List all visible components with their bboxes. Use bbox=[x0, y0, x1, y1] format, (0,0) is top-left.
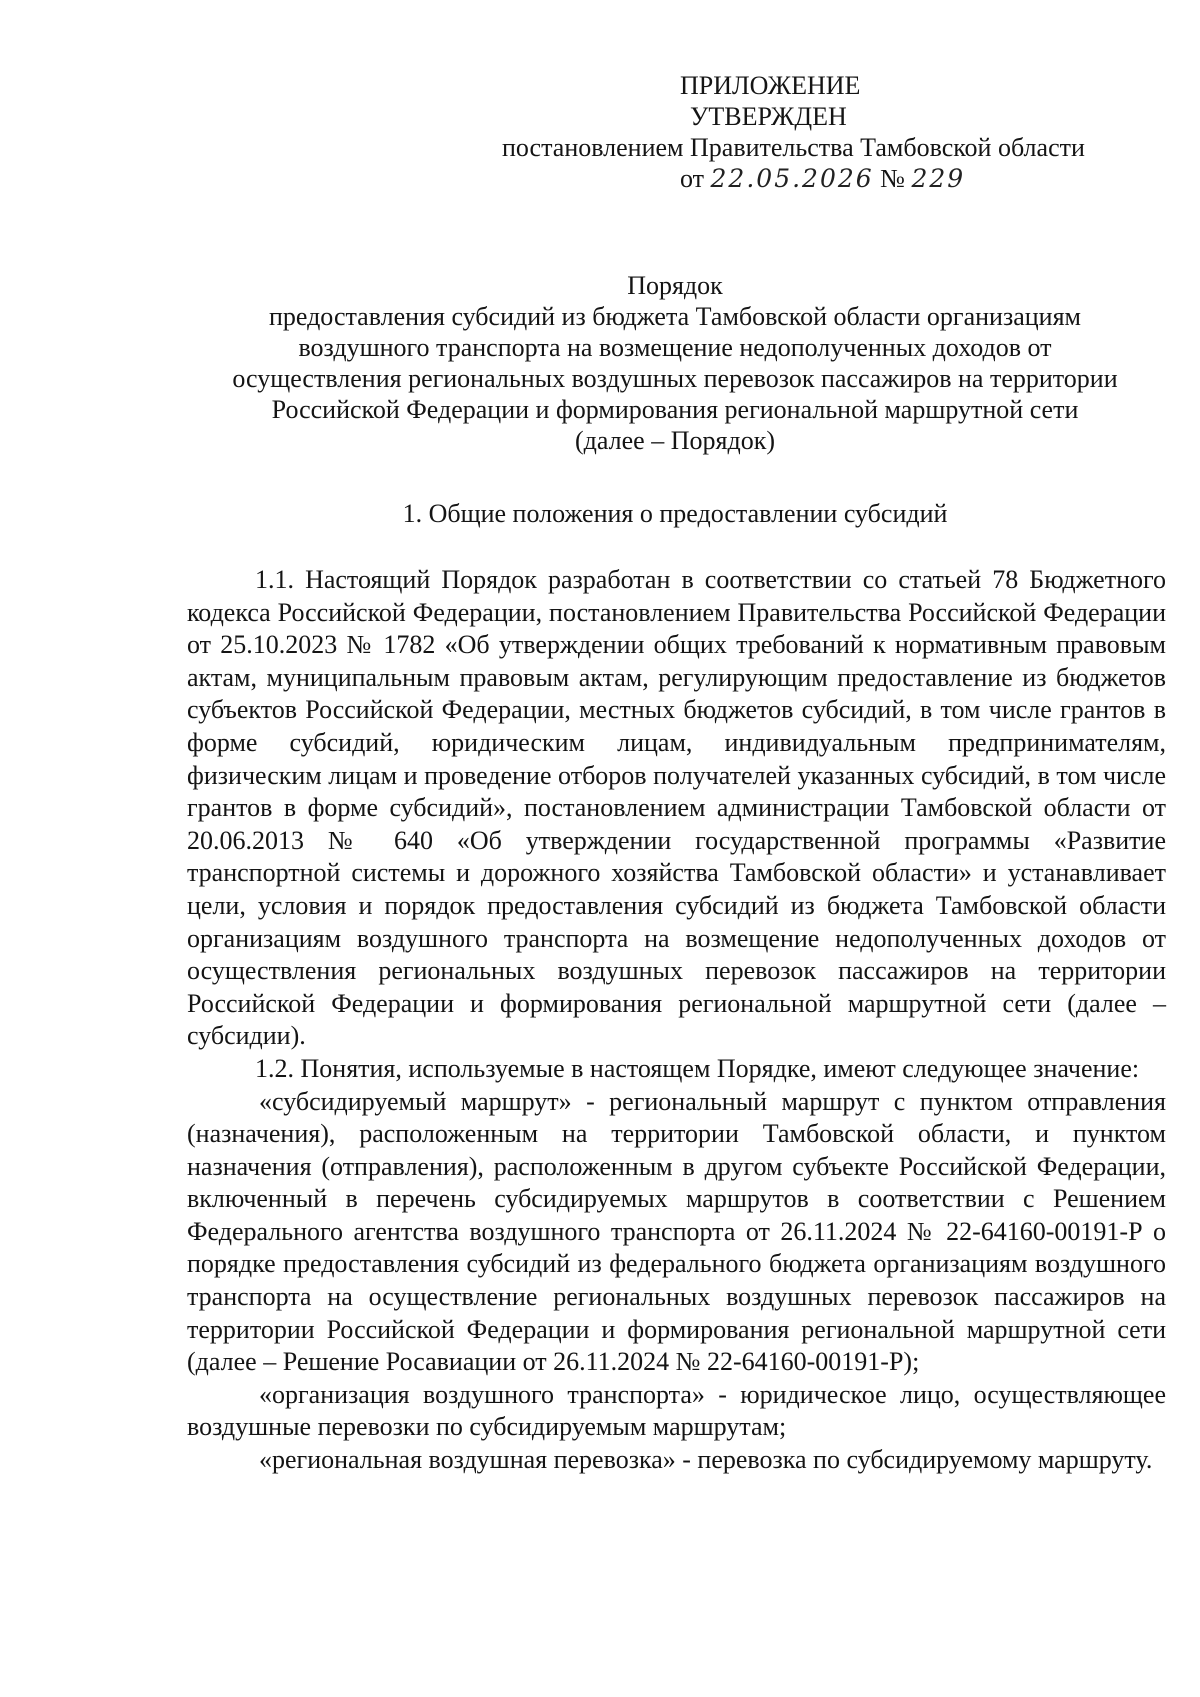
section-body bbox=[187, 564, 1166, 1477]
definition-regional-air-transportation: «региональная воздушная перевозка» - перевозка по субсидируемому маршруту. bbox=[259, 1445, 1153, 1475]
title-line: осуществления региональных воздушных перевозок пассажиров на территории bbox=[232, 364, 1118, 393]
document-title bbox=[150, 270, 1200, 456]
approved-label: УТВЕРЖДЕН bbox=[690, 102, 847, 131]
number-sign: № bbox=[880, 164, 905, 193]
definition-subsidized-route: «субсидируемый маршрут» - региональный маршрут с пунктом отправления (назначения), расположенным на территории Тамбовской области, и пунктом назначения (отправления), расположенным в другом субъекте Российской Федерации, включенный в перечень субсидируемых маршрутов в соответствии с Решением Федерального агентства воздушного транспорта от 26.11.2024 № 22-64160-00191-Р о порядке предоставления субсидий из федерального бюджета организациям воздушного транспорта на осуществление региональных воздушных перевозок пассажиров на территории Российской Федерации и формирования региональной маршрутной сети (далее – Решение Росавиации от 26.11.2024 № 22-64160-00191-Р); bbox=[187, 1086, 1166, 1377]
paragraph-1-1: 1.1. Настоящий Порядок разработан в соответствии со статьей 78 Бюджетного кодекса Российской Федерации, постановлением Правительства Российской Федерации от 25.10.2023 № 1782 «Об утверждении общих требований к нормативным правовым актам, муниципальным правовым актам, регулирующим предоставление из бюджетов субъектов Российской Федерации, местных бюджетов субсидий, в том числе грантов в форме субсидий, юридическим лицам, индивидуальным предпринимателям, физическим лицам и проведение отборов получателей указанных субсидий, в том числе грантов в форме субсидий», постановлением администрации Тамбовской области от 20.06.2013 № 640 «Об утверждении государственной программы «Развитие транспортной системы и дорожного хозяйства Тамбовской области» и устанавливает цели, условия и порядок предоставления субсидий из бюджета Тамбовской области организациям воздушного транспорта на возмещение недополученных доходов от осуществления региональных воздушных перевозок пассажиров на территории Российской Федерации и формирования региональной маршрутной сети (далее – субсидии). bbox=[187, 565, 1166, 1051]
handwritten-date: 22.05.2026 bbox=[710, 164, 874, 193]
title-heading: Порядок bbox=[627, 271, 723, 300]
title-line: воздушного транспорта на возмещение недополученных доходов от bbox=[298, 333, 1052, 362]
appendix-label: ПРИЛОЖЕНИЕ bbox=[680, 71, 861, 100]
title-line: предоставления субсидий из бюджета Тамбовской области организациям bbox=[268, 302, 1082, 331]
handwritten-number: 229 bbox=[911, 164, 966, 193]
paragraph-1-2: 1.2. Понятия, используемые в настоящем Порядке, имеют следующее значение: bbox=[255, 1053, 1140, 1083]
resolution-date-line bbox=[470, 163, 1110, 194]
definition-air-transport-organization: «организация воздушного транспорта» - юридическое лицо, осуществляющее воздушные перевозки по субсидируемым маршрутам; bbox=[187, 1379, 1166, 1442]
section-heading: 1. Общие положения о предоставлении субсидий bbox=[402, 499, 948, 528]
title-line: (далее – Порядок) bbox=[575, 426, 775, 455]
approval-stamp-block bbox=[470, 70, 1110, 194]
from-label: от bbox=[680, 164, 705, 193]
resolution-label: постановлением Правительства Тамбовской области bbox=[502, 133, 1085, 162]
title-line: Российской Федерации и формирования региональной маршрутной сети bbox=[271, 395, 1079, 424]
